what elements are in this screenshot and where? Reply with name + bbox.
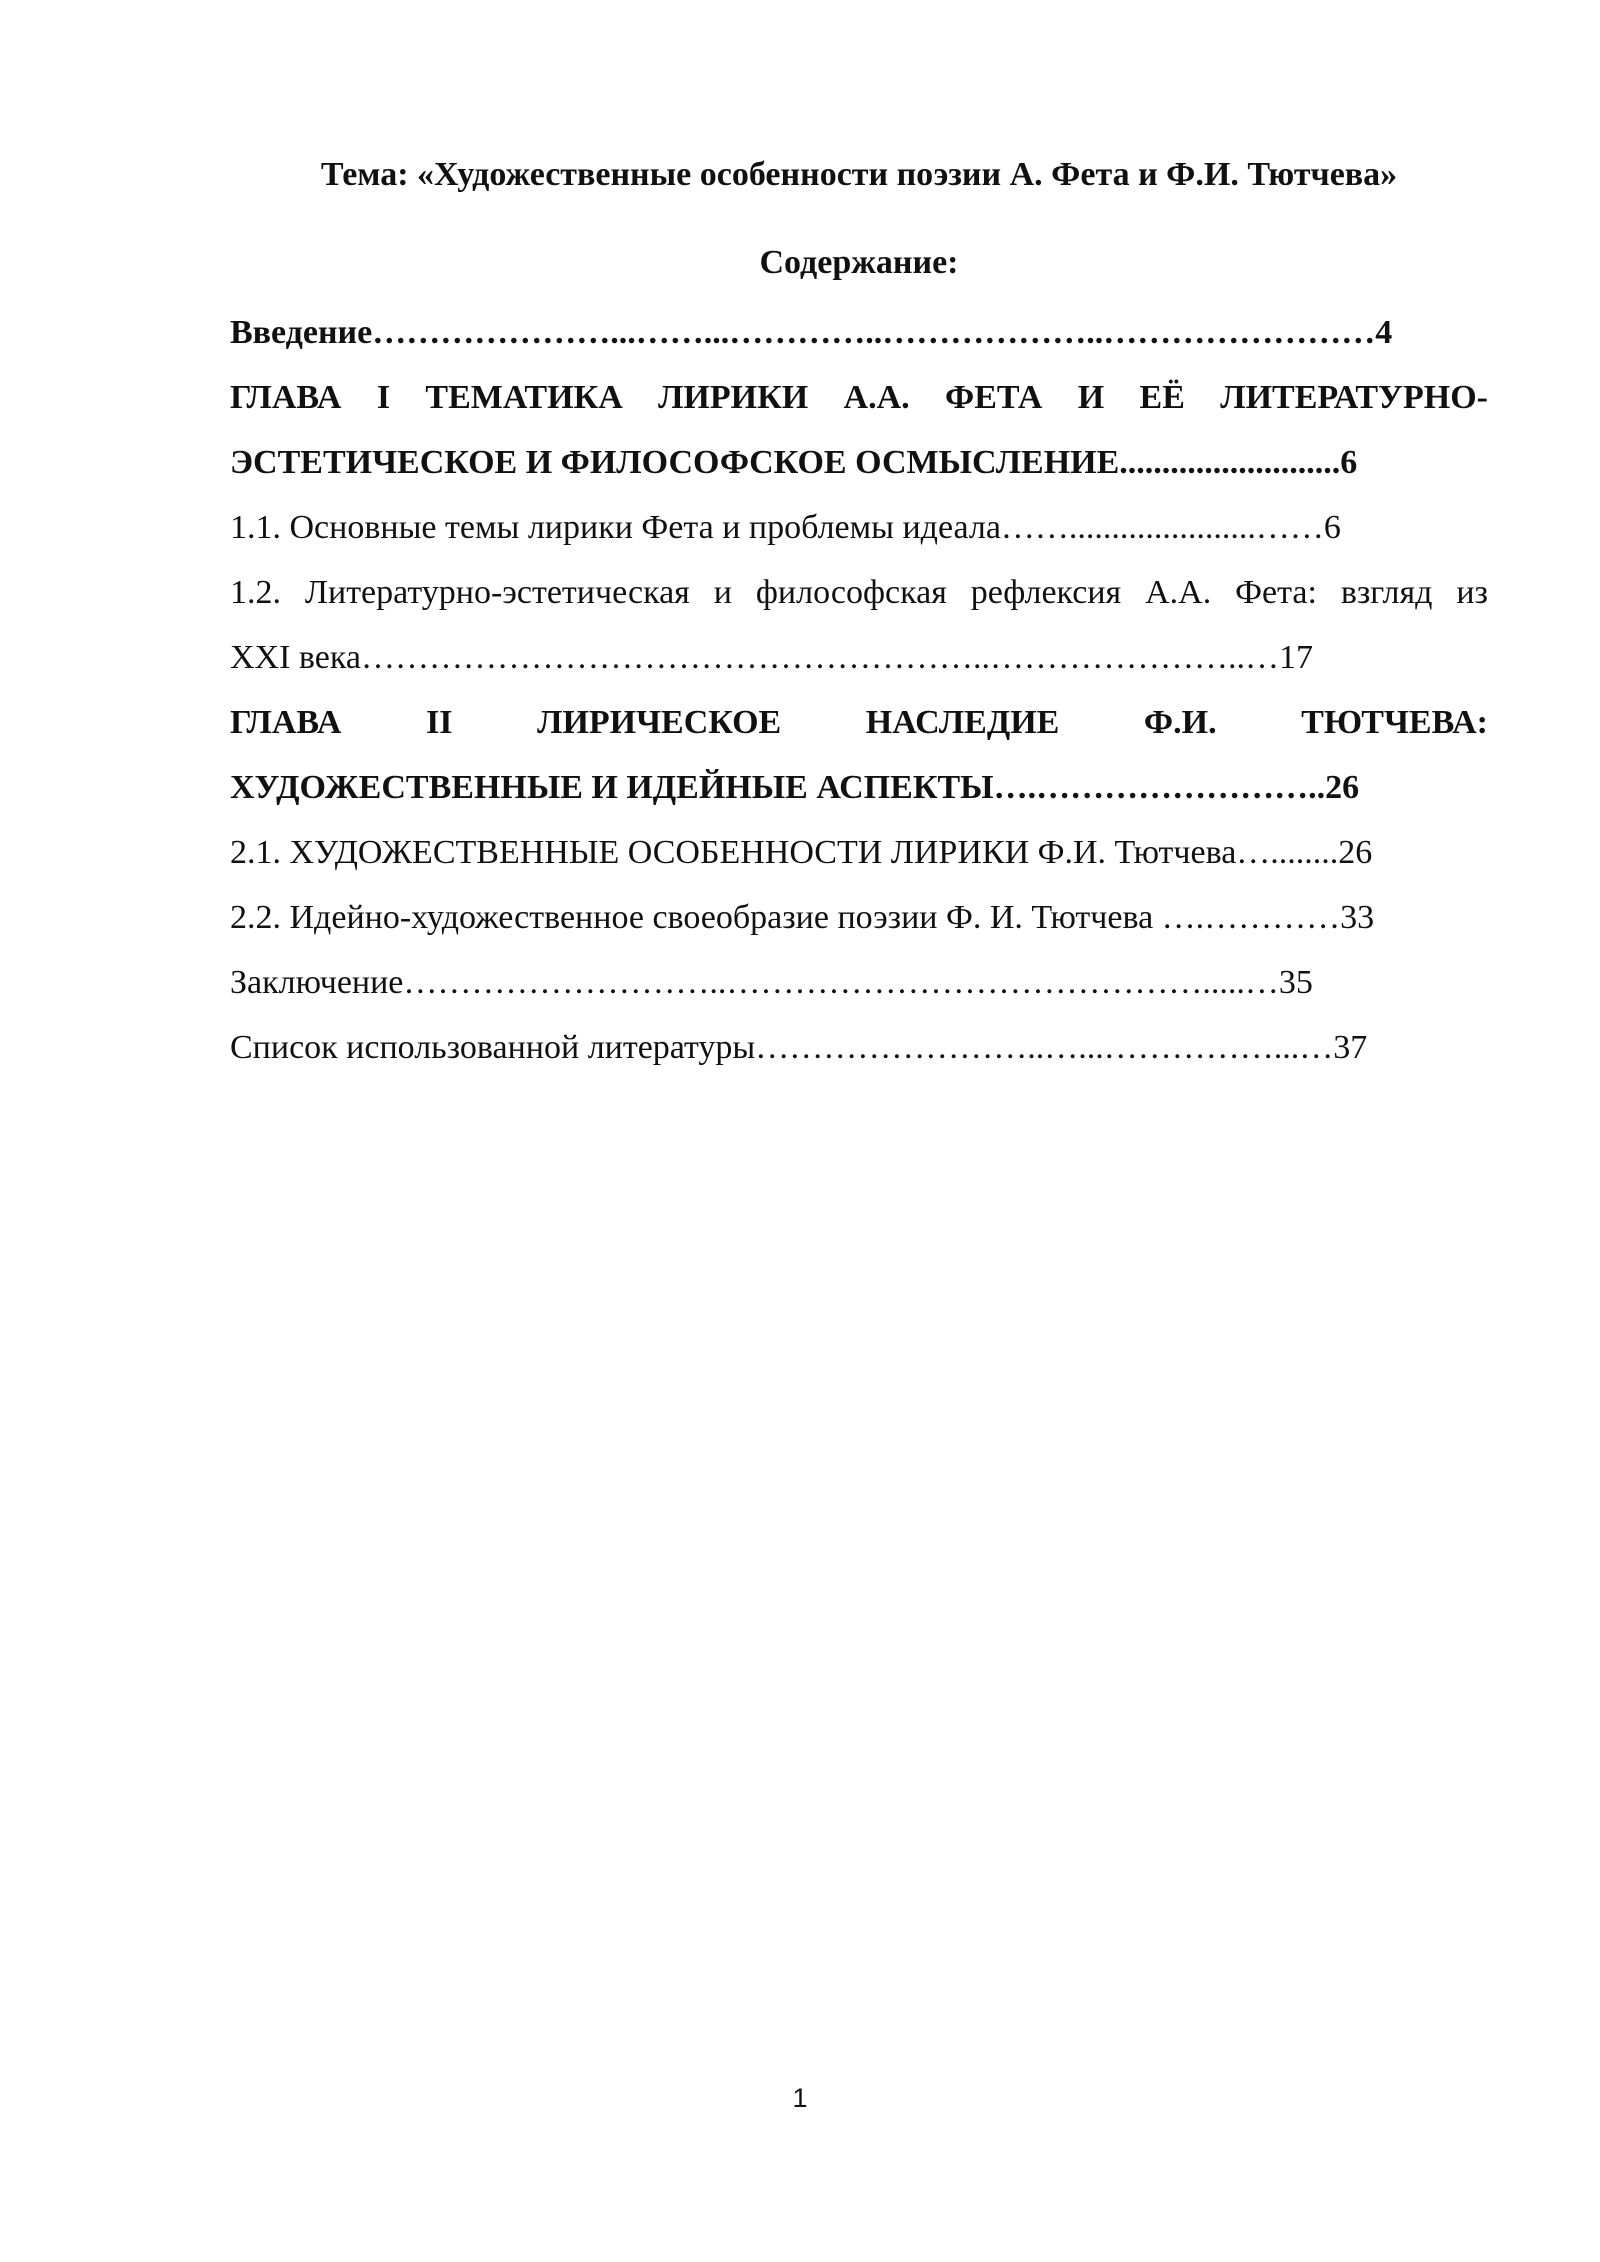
toc-entry-introduction: Введение…………………...……...…………..………………..……………………4	[230, 314, 1393, 351]
toc-entry-conclusion: Заключение………………………..…………………………………….....…35	[230, 964, 1313, 1001]
toc-entry-chapter-1-line-2: ЭСТЕТИЧЕСКОЕ И ФИЛОСОФСКОЕ ОСМЫСЛЕНИЕ..........................6	[230, 444, 1358, 481]
page-number: 1	[792, 2083, 808, 2113]
toc-entry-section-1-2-line-1: 1.2. Литературно-эстетическая и философская рефлексия А.А. Фета: взгляд из	[230, 574, 1488, 611]
toc-entry-bibliography: Список использованной литературы……………………..…...……………...…37	[230, 1029, 1368, 1066]
toc-entry-chapter-1-line-1: ГЛАВА I ТЕМАТИКА ЛИРИКИ А.А. ФЕТА И ЕЁ ЛИТЕРАТУРНО-	[230, 379, 1488, 416]
toc-entry-chapter-2-line-2: ХУДОЖЕСТВЕННЫЕ И ИДЕЙНЫЕ АСПЕКТЫ….……………………..26	[230, 769, 1360, 806]
toc-entry-section-1-2-line-2: XXI века………………………………………………..…………………..…17	[230, 639, 1313, 676]
document-topic: Тема: «Художественные особенности поэзии А. Фета и Ф.И. Тютчева»	[320, 156, 1398, 193]
table-of-contents	[230, 300, 1488, 1080]
toc-entry-section-2-2: 2.2. Идейно-художественное своеобразие поэзии Ф. И. Тютчева ….…………33	[230, 899, 1375, 936]
toc-entry-chapter-2-line-1: ГЛАВА II ЛИРИЧЕСКОЕ НАСЛЕДИЕ Ф.И. ТЮТЧЕВА:	[230, 704, 1488, 741]
toc-entry-section-1-1: 1.1. Основные темы лирики Фета и проблемы идеала……......................……6	[230, 509, 1341, 546]
toc-entry-section-2-1: 2.1. ХУДОЖЕСТВЕННЫЕ ОСОБЕННОСТИ ЛИРИКИ Ф.И. Тютчева…........26	[230, 834, 1373, 871]
contents-heading: Содержание:	[759, 244, 959, 281]
